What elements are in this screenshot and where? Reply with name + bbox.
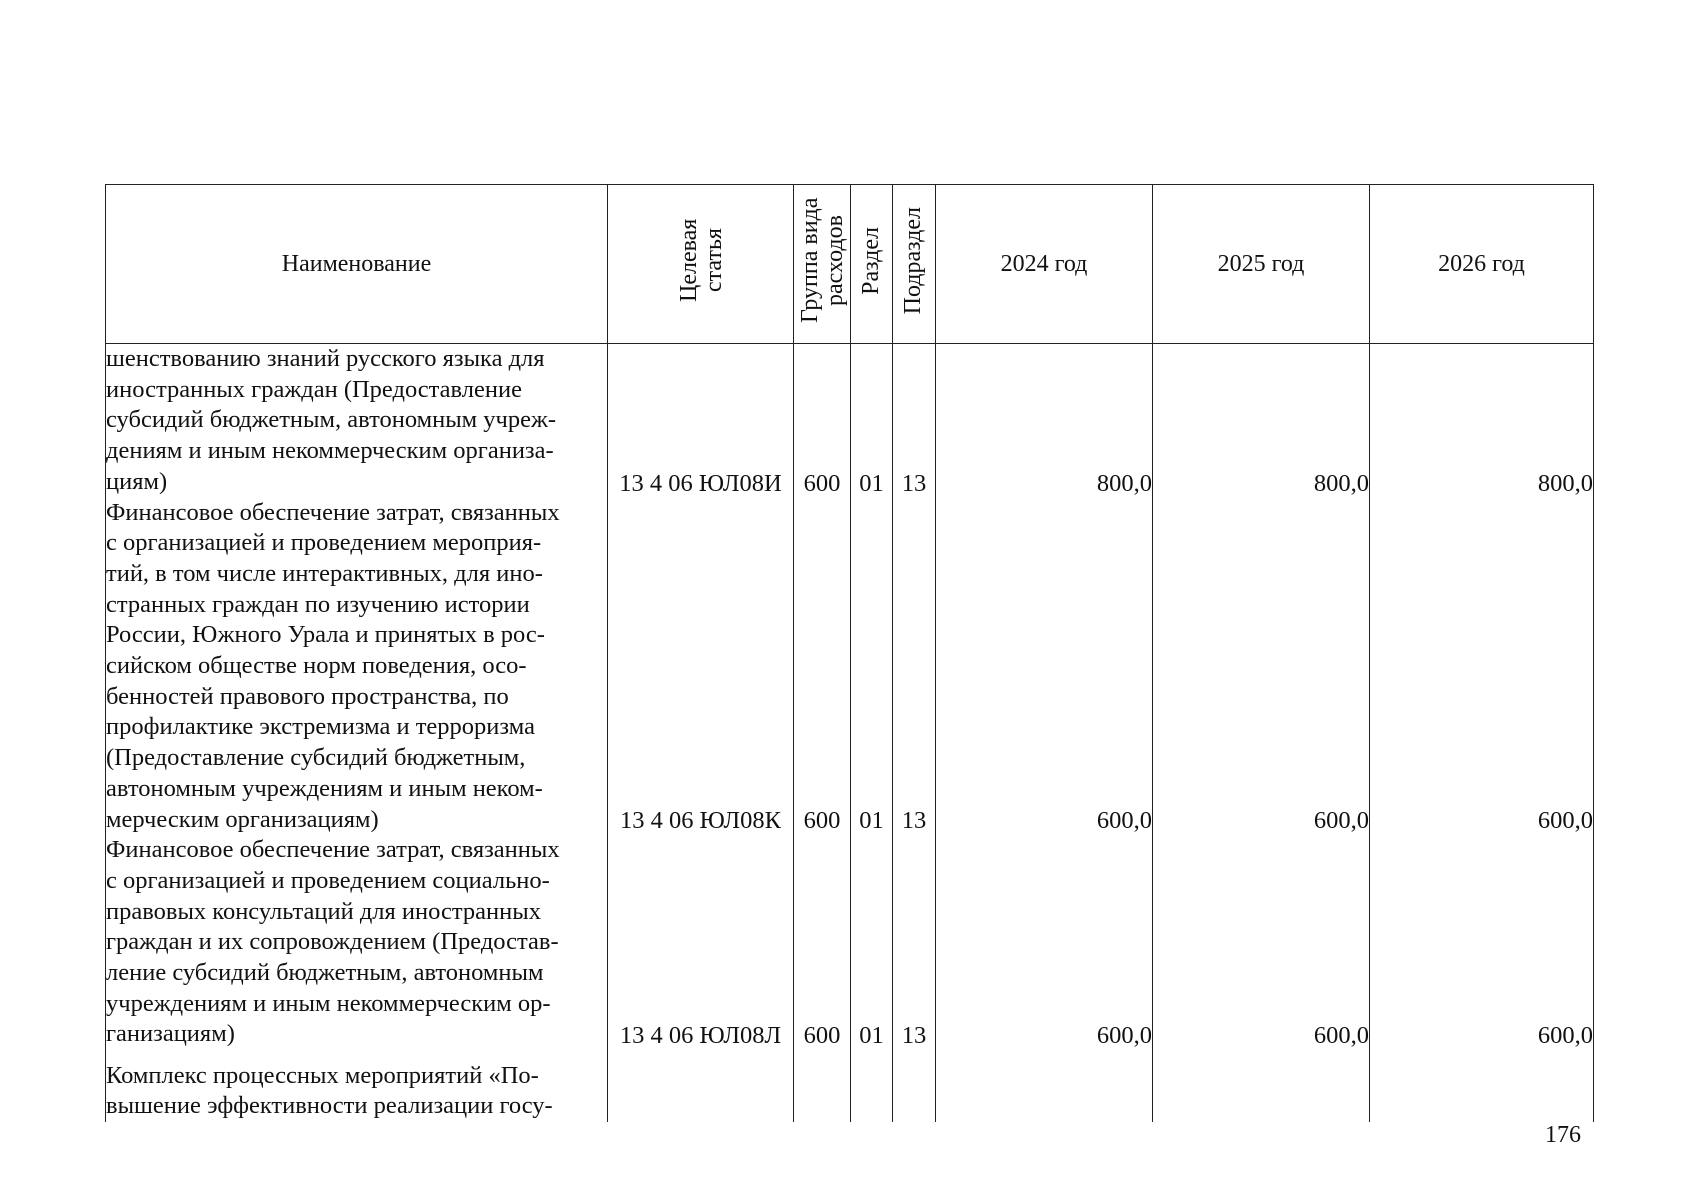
row-name-cell: Финансовое обеспечение затрат, связанных с организацией и проведением мероприя- тий, в том числе интерактивных, для ино- странных граждан по изучению истории России, Южного Урала и принятых в рос- сийском обществе норм поведения, осо- бенностей правового пространства, по профилактике экстремизма и терроризма (Предоставление субсидий бюджетным, автономным учреждениям и иным неком- мерческим организациям) bbox=[106, 498, 608, 836]
budget-table bbox=[105, 184, 1594, 1122]
header-year-2024: 2024 год bbox=[936, 185, 1153, 344]
row-amount-2025 bbox=[1153, 1050, 1370, 1122]
page-number: 176 bbox=[1545, 1122, 1581, 1148]
row-amount-2026 bbox=[1370, 1050, 1594, 1122]
row-expense-group: 600 bbox=[794, 344, 851, 498]
header-row bbox=[106, 185, 1594, 344]
table-row-continued bbox=[106, 1050, 1594, 1122]
row-subsection: 13 bbox=[893, 835, 936, 1050]
row-section: 01 bbox=[851, 344, 893, 498]
row-expense-group: 600 bbox=[794, 835, 851, 1050]
row-target-code: 13 4 06 ЮЛ08И bbox=[608, 344, 794, 498]
row-target-code: 13 4 06 ЮЛ08К bbox=[608, 498, 794, 836]
row-amount-2025: 600,0 bbox=[1153, 835, 1370, 1050]
header-subsection: Подраздел bbox=[893, 185, 936, 344]
row-amount-2026: 800,0 bbox=[1370, 344, 1594, 498]
row-amount-2026: 600,0 bbox=[1370, 498, 1594, 836]
row-amount-2024: 800,0 bbox=[936, 344, 1153, 498]
row-section: 01 bbox=[851, 498, 893, 836]
row-name-cell: Комплекс процессных мероприятий «По- вышение эффективности реализации госу- bbox=[106, 1050, 608, 1122]
header-section: Раздел bbox=[851, 185, 893, 344]
header-year-2026: 2026 год bbox=[1370, 185, 1594, 344]
row-amount-2024: 600,0 bbox=[936, 498, 1153, 836]
row-amount-2024 bbox=[936, 1050, 1153, 1122]
row-section bbox=[851, 1050, 893, 1122]
row-target-code bbox=[608, 1050, 794, 1122]
row-amount-2026: 600,0 bbox=[1370, 835, 1594, 1050]
row-name-cell: шенствованию знаний русского языка для иностранных граждан (Предоставление субсидий бюджетным, автономным учреж- дениям и иным некоммерческим организа- циям) bbox=[106, 344, 608, 498]
table-row bbox=[106, 498, 1594, 836]
row-amount-2024: 600,0 bbox=[936, 835, 1153, 1050]
row-expense-group: 600 bbox=[794, 498, 851, 836]
table-row bbox=[106, 835, 1594, 1050]
row-section: 01 bbox=[851, 835, 893, 1050]
header-year-2025: 2025 год bbox=[1153, 185, 1370, 344]
row-subsection: 13 bbox=[893, 344, 936, 498]
table-row bbox=[106, 344, 1594, 498]
row-subsection bbox=[893, 1050, 936, 1122]
header-expense-group: Группа вида расходов bbox=[794, 185, 851, 344]
row-name-cell: Финансовое обеспечение затрат, связанных с организацией и проведением социально- правовых консультаций для иностранных граждан и их сопровождением (Предостав- ление субсидий бюджетным, автономным учреждениям и иным некоммерческим ор- ганизациям) bbox=[106, 835, 608, 1050]
row-subsection: 13 bbox=[893, 498, 936, 836]
row-expense-group bbox=[794, 1050, 851, 1122]
header-target-article: Целевая статья bbox=[608, 185, 794, 344]
row-target-code: 13 4 06 ЮЛ08Л bbox=[608, 835, 794, 1050]
row-amount-2025: 600,0 bbox=[1153, 498, 1370, 836]
row-amount-2025: 800,0 bbox=[1153, 344, 1370, 498]
header-name: Наименование bbox=[106, 185, 608, 344]
